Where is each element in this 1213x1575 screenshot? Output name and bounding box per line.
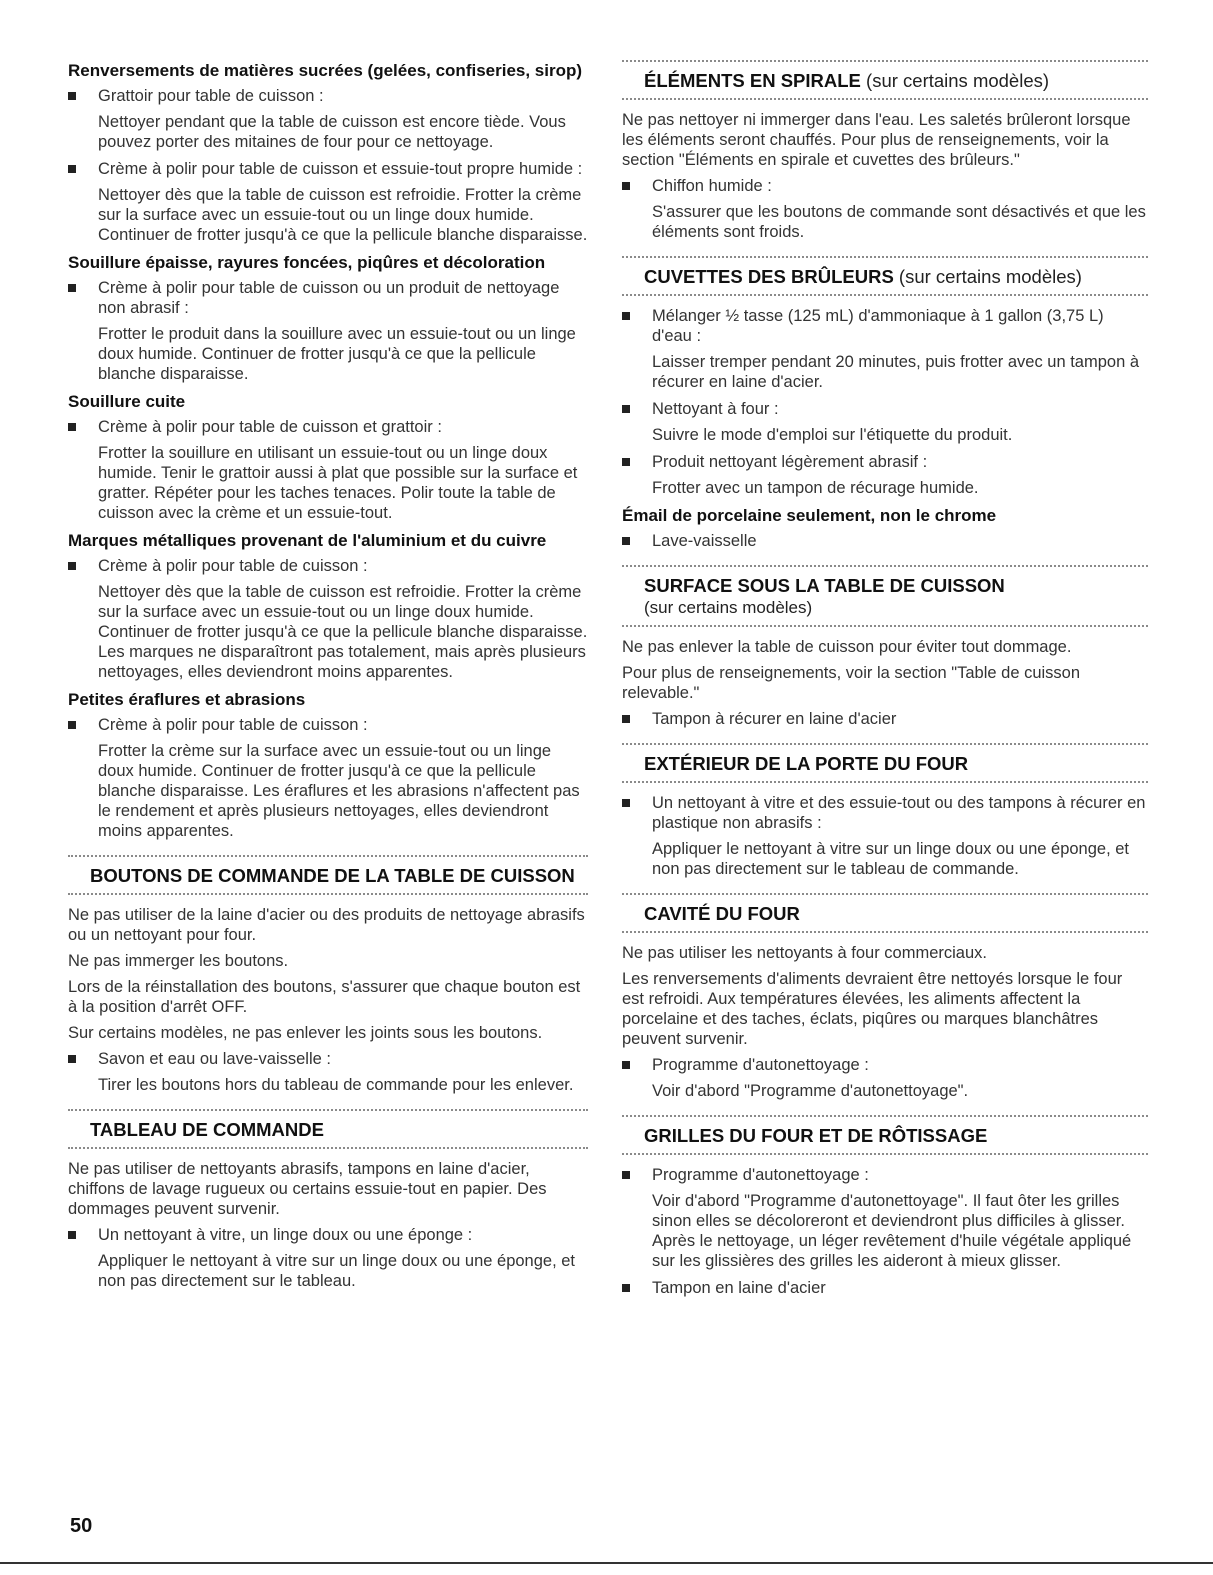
dotted-divider — [622, 98, 1148, 100]
section-title: GRILLES DU FOUR ET DE RÔTISSAGE — [644, 1125, 988, 1146]
bullet-text: Frotter la crème sur la surface avec un essuie-tout ou un linge doux humide. Continuer de frotter jusqu'à ce que la pellicule blanche disparaisse. Les éraflures et les abrasions n'affectent pas le rendement et après plusieurs nettoyages, elles deviendront moins apparentes. — [98, 742, 580, 840]
section-header — [622, 256, 1148, 296]
bullet-text: Appliquer le nettoyant à vitre sur un linge doux ou une éponge, et non pas directement sur le tableau. — [98, 1252, 576, 1290]
bullet-item: Programme d'autonettoyage : — [622, 1055, 1148, 1075]
dotted-divider — [622, 625, 1148, 627]
paragraph: Ne pas immerger les boutons. — [68, 952, 289, 970]
model-note: (sur certains modèles) — [898, 266, 1082, 287]
section-title — [622, 567, 1148, 625]
paragraph: Ne pas utiliser de la laine d'acier ou des produits de nettoyage abrasifs ou un nettoyant pour four. — [68, 906, 585, 944]
dotted-divider — [68, 1147, 588, 1149]
bullet-text: Tirer les boutons hors du tableau de commande pour les enlever. — [98, 1076, 574, 1094]
paragraph: Ne pas utiliser les nettoyants à four commerciaux. — [622, 944, 987, 962]
bullet-text: Frotter avec un tampon de récurage humide. — [652, 479, 979, 497]
page-number: 50 — [70, 1515, 93, 1537]
bullet-text: Frotter le produit dans la souillure avec un essuie-tout ou un linge doux humide. Continuer de frotter jusqu'à ce que la pellicule blanche disparaisse. — [98, 325, 576, 383]
section-title — [622, 62, 1148, 98]
section-header — [68, 1109, 588, 1149]
bullet-item: Crème à polir pour table de cuisson : — [68, 715, 588, 735]
dotted-divider — [622, 1153, 1148, 1155]
dotted-divider — [68, 893, 588, 895]
section-header — [622, 565, 1148, 627]
bullet-text: Nettoyer dès que la table de cuisson est refroidie. Frotter la crème sur la surface avec un essuie-tout ou un linge doux humide. Continuer de frotter jusqu'à ce que la pellicule blanche disparaisse. — [98, 186, 588, 244]
model-note: (sur certains modèles) — [644, 598, 813, 617]
bullet-item: Mélanger ½ tasse (125 mL) d'ammoniaque à 1 gallon (3,75 L) d'eau : — [622, 306, 1148, 346]
section-title-text: CUVETTES DES BRÛLEURS — [644, 266, 894, 287]
porcelain-heading: Émail de porcelaine seulement, non le chrome — [622, 506, 997, 525]
bullet-item: Produit nettoyant légèrement abrasif : — [622, 452, 1148, 472]
section-title: TABLEAU DE COMMANDE — [90, 1119, 324, 1140]
section-header — [622, 60, 1148, 100]
bullet-item: Crème à polir pour table de cuisson et grattoir : — [68, 417, 588, 437]
right-column — [622, 60, 1148, 1304]
bullet-text: Voir d'abord "Programme d'autonettoyage". Il faut ôter les grilles sinon elles se décoloreront et deviendront plus difficiles à glisser. Après le nettoyage, un léger revêtement d'huile végétale appliqué sur les glissières des grilles les aideront à mieux glisser. — [652, 1192, 1132, 1270]
bullet-item: Chiffon humide : — [622, 176, 1148, 196]
bullet-item: Un nettoyant à vitre et des essuie-tout ou des tampons à récurer en plastique non abrasifs : — [622, 793, 1148, 833]
model-note: (sur certains modèles) — [866, 70, 1050, 91]
left-column — [68, 60, 588, 1298]
section-header — [68, 855, 588, 895]
bullet-text: Nettoyer pendant que la table de cuisson est encore tiède. Vous pouvez porter des mitaines de four pour ce nettoyage. — [98, 113, 566, 151]
dotted-divider — [622, 294, 1148, 296]
bullet-item: Tampon à récurer en laine d'acier — [622, 709, 1148, 729]
paragraph: Sur certains modèles, ne pas enlever les joints sous les boutons. — [68, 1024, 543, 1042]
bullet-text: Frotter la souillure en utilisant un essuie-tout ou un linge doux humide. Tenir le grattoir aussi à plat que possible sur la surface et gratter. Répéter pour les taches tenaces. Polir toute la table de cuisson avec la crème et un essuie-tout. — [98, 444, 578, 522]
paragraph: Ne pas enlever la table de cuisson pour éviter tout dommage. — [622, 638, 1072, 656]
bottom-rule — [0, 1562, 1213, 1564]
paragraph: Ne pas nettoyer ni immerger dans l'eau. Les saletés brûleront lorsque les éléments seront chauffés. Pour plus de renseignements, voir la section "Éléments en spirale et cuvettes des brûleurs." — [622, 111, 1131, 169]
section-header — [622, 893, 1148, 933]
bullet-text: Voir d'abord "Programme d'autonettoyage". — [652, 1082, 969, 1100]
section-header — [622, 1115, 1148, 1155]
dotted-divider — [622, 781, 1148, 783]
bullet-item: Programme d'autonettoyage : — [622, 1165, 1148, 1185]
paragraph: Pour plus de renseignements, voir la section "Table de cuisson relevable." — [622, 664, 1081, 702]
paragraph: Ne pas utiliser de nettoyants abrasifs, tampons en laine d'acier, chiffons de lavage rugueux ou certains essuie-tout en papier. Des dommages peuvent survenir. — [68, 1160, 547, 1218]
bullet-item: Grattoir pour table de cuisson : — [68, 86, 588, 106]
paragraph: Lors de la réinstallation des boutons, s'assurer que chaque bouton est à la position d'arrêt OFF. — [68, 978, 581, 1016]
dotted-divider — [622, 931, 1148, 933]
metal-marks-heading: Marques métalliques provenant de l'aluminium et du cuivre — [68, 531, 547, 550]
bullet-text: Suivre le mode d'emploi sur l'étiquette du produit. — [652, 426, 1013, 444]
section-title-text: SURFACE SOUS LA TABLE DE CUISSON — [644, 575, 1005, 596]
section-header — [622, 743, 1148, 783]
section-title — [622, 258, 1148, 294]
bullet-item: Crème à polir pour table de cuisson ou un produit de nettoyage non abrasif : — [68, 278, 588, 318]
sugar-spills-heading: Renversements de matières sucrées (gelées, confiseries, sirop) — [68, 61, 583, 80]
bullet-item: Lave-vaisselle — [622, 531, 1148, 551]
section-title: EXTÉRIEUR DE LA PORTE DU FOUR — [644, 753, 969, 774]
bullet-text: S'assurer que les boutons de commande sont désactivés et que les éléments sont froids. — [652, 203, 1146, 241]
bullet-text: Nettoyer dès que la table de cuisson est refroidie. Frotter la crème sur la surface avec un essuie-tout ou un linge doux humide. Continuer de frotter jusqu'à ce que la pellicule blanche disparaisse. Les marques ne disparaîtront pas totalement, mais après plusieurs nettoyages, elles deviendront moins apparentes. — [98, 583, 588, 681]
scratches-heading: Petites éraflures et abrasions — [68, 690, 306, 709]
bullet-item: Savon et eau ou lave-vaisselle : — [68, 1049, 588, 1069]
section-title-text: ÉLÉMENTS EN SPIRALE — [644, 70, 861, 91]
bullet-item: Tampon en laine d'acier — [622, 1278, 1148, 1298]
heavy-soil-heading: Souillure épaisse, rayures foncées, piqûres et décoloration — [68, 253, 546, 272]
bullet-text: Appliquer le nettoyant à vitre sur un linge doux ou une éponge, et non pas directement sur le tableau de commande. — [652, 840, 1130, 878]
bullet-text: Laisser tremper pendant 20 minutes, puis frotter avec un tampon à récurer en laine d'acier. — [652, 353, 1140, 391]
bullet-item: Nettoyant à four : — [622, 399, 1148, 419]
section-title: CAVITÉ DU FOUR — [644, 903, 800, 924]
bullet-item: Un nettoyant à vitre, un linge doux ou une éponge : — [68, 1225, 588, 1245]
paragraph: Les renversements d'aliments devraient être nettoyés lorsque le four est refroidi. Aux températures élevées, les aliments affectent la porcelaine et des taches, éclats, piqûres ou marques blanchâtres peuvent survenir. — [622, 970, 1123, 1048]
bullet-item: Crème à polir pour table de cuisson : — [68, 556, 588, 576]
bullet-item: Crème à polir pour table de cuisson et essuie-tout propre humide : — [68, 159, 588, 179]
burned-soil-heading: Souillure cuite — [68, 392, 186, 411]
section-title: BOUTONS DE COMMANDE DE LA TABLE DE CUISSON — [90, 865, 575, 886]
